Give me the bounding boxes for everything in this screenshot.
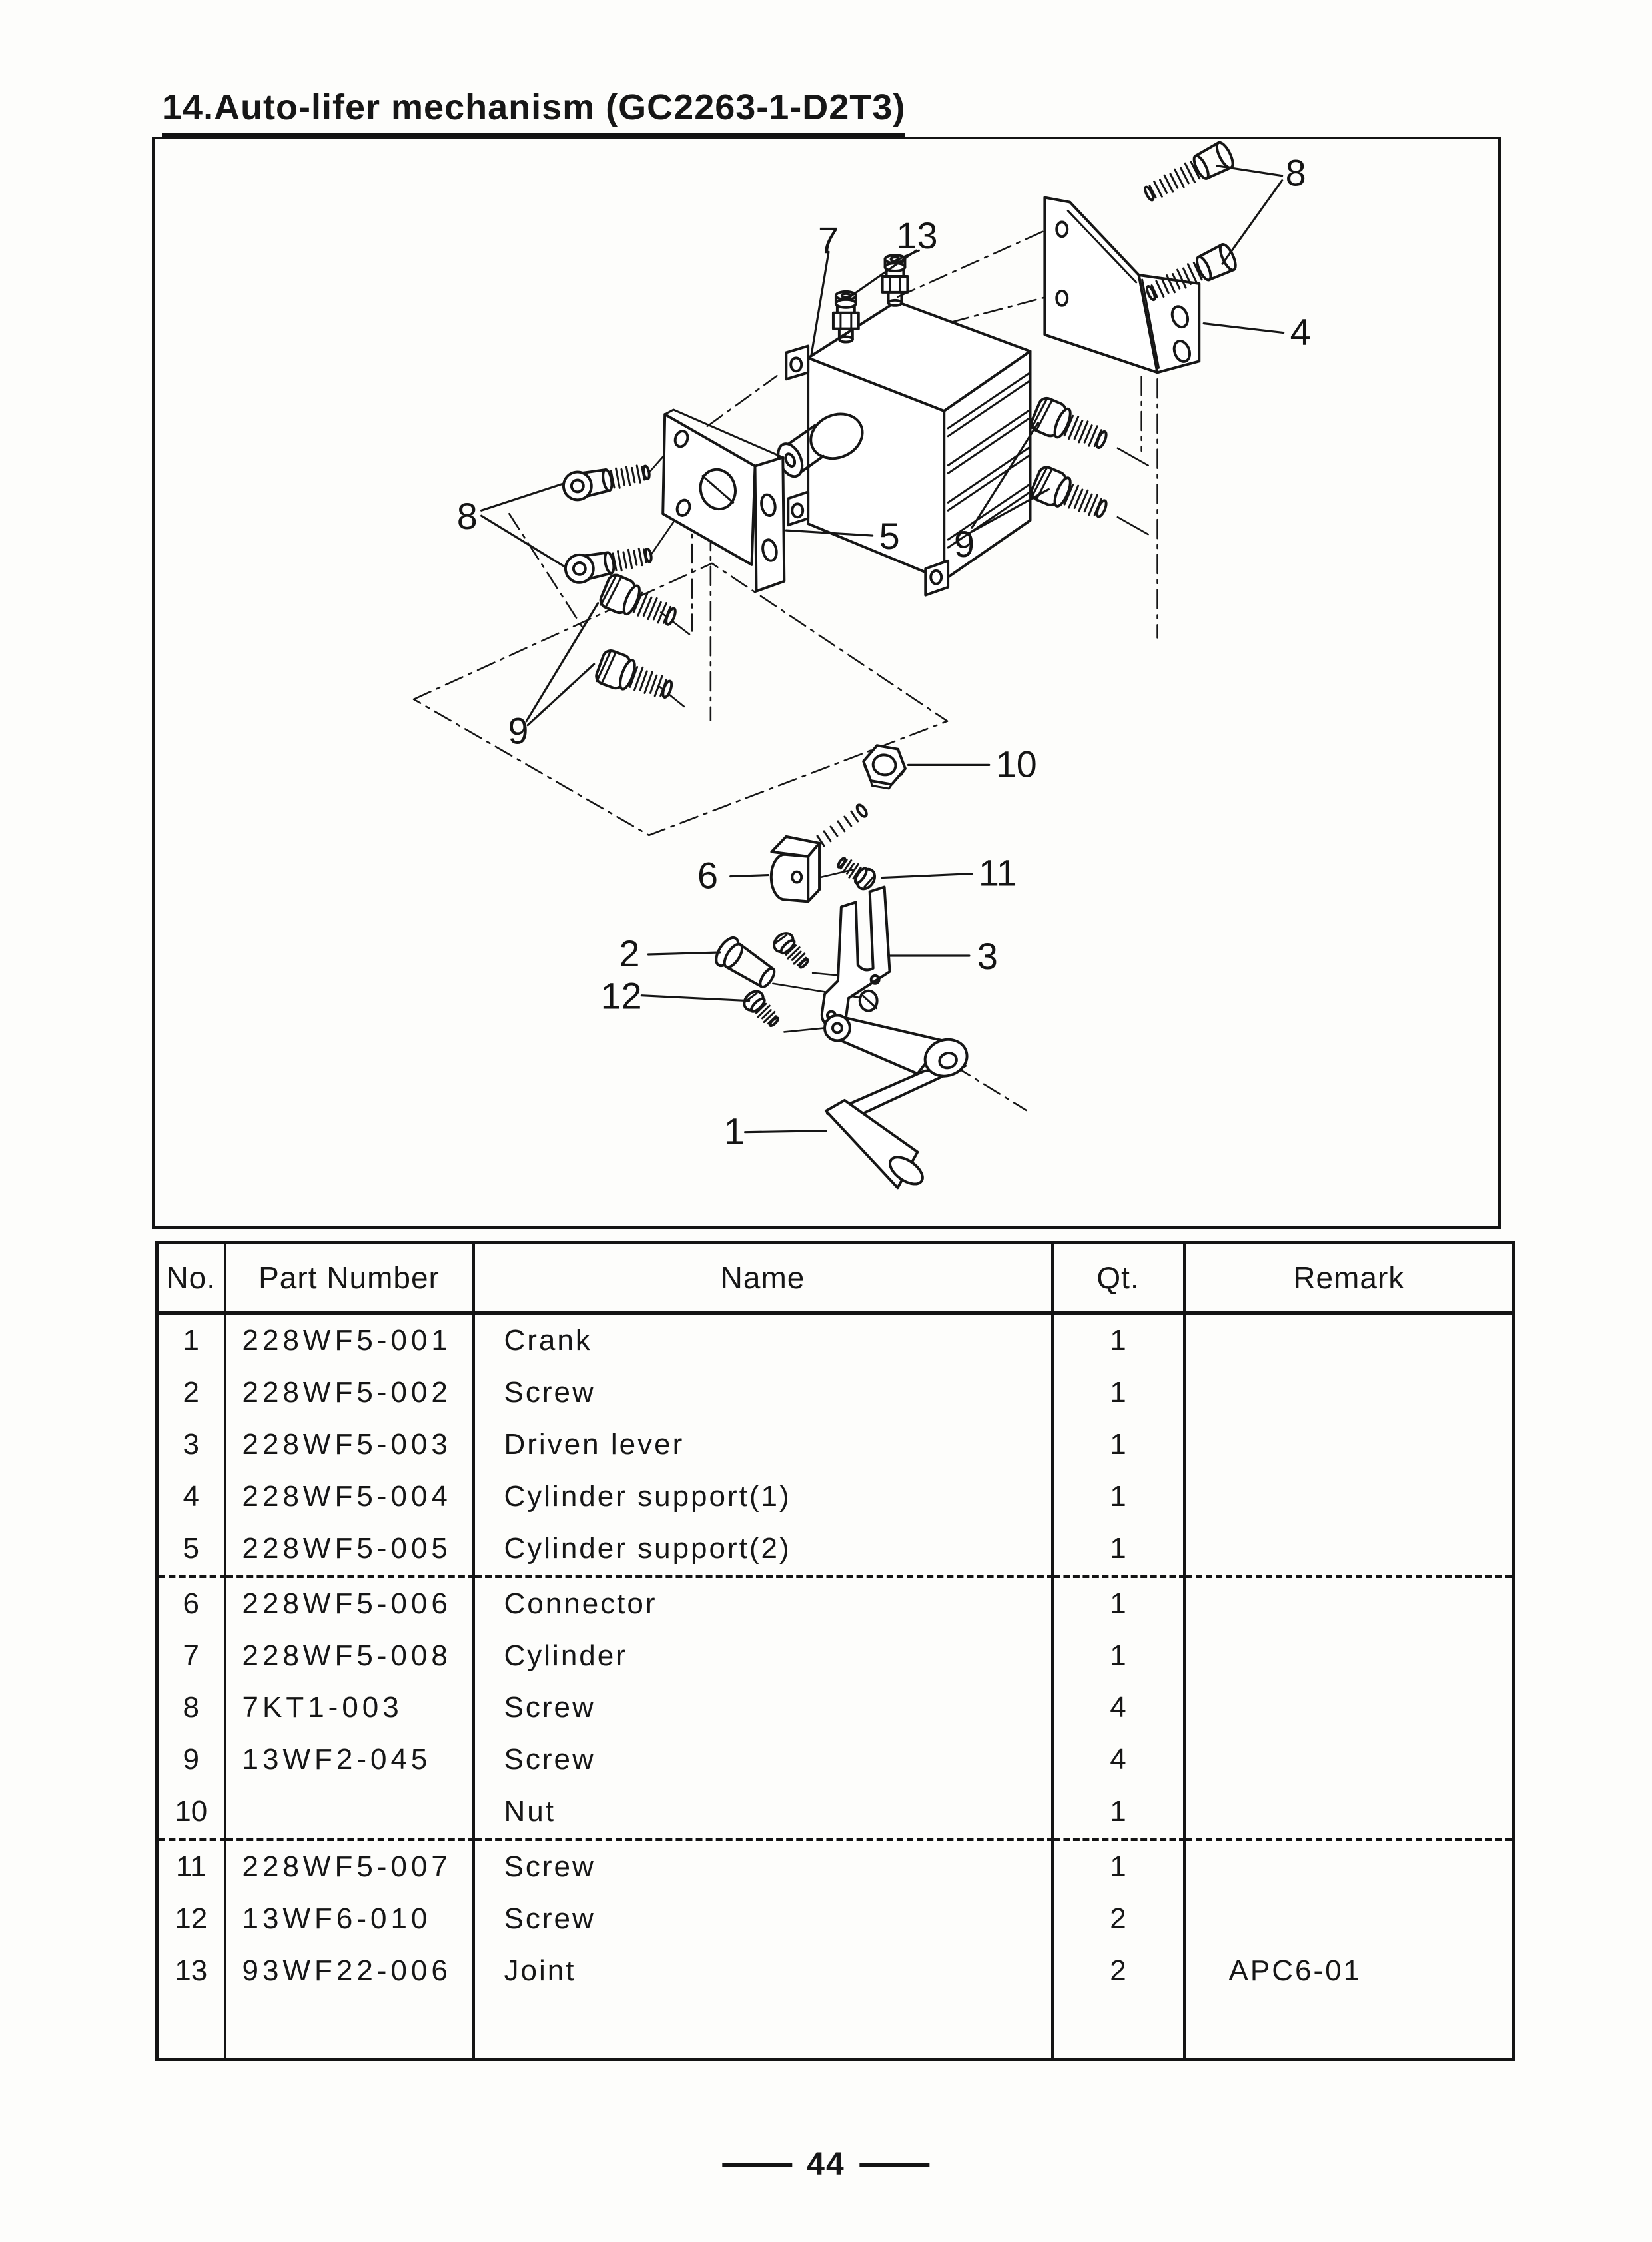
page-number-dash-left	[722, 2163, 792, 2167]
table-filler-row	[157, 1997, 1514, 2060]
table-row: 3 228WF5-003 Driven lever 1	[157, 1419, 1514, 1471]
part-label-1: 1	[723, 1110, 745, 1152]
part-label-13: 13	[896, 215, 938, 257]
part-cylinder-support-1	[1044, 198, 1199, 373]
part-screw-8-left	[561, 458, 653, 585]
part-crank	[825, 1016, 972, 1190]
part-label-8b: 8	[456, 496, 478, 538]
table-row: 12 13WF6-010 Screw 2	[157, 1893, 1514, 1945]
parts-table	[155, 1241, 1515, 2061]
table-row: 1 228WF5-001 Crank 1	[157, 1313, 1514, 1367]
col-header-remark: Remark	[1184, 1243, 1514, 1313]
part-driven-lever	[822, 887, 890, 1026]
table-row: 13 93WF22-006 Joint 2 APC6-01	[157, 1945, 1514, 1997]
col-header-no: No.	[157, 1243, 225, 1313]
part-cylinder	[773, 255, 1030, 595]
part-label-10: 10	[995, 743, 1037, 785]
table-row: 9 13WF2-045 Screw 4	[157, 1734, 1514, 1786]
table-row: 2 228WF5-002 Screw 1	[157, 1367, 1514, 1419]
part-cylinder-support-2	[663, 410, 784, 591]
part-label-12: 12	[600, 975, 642, 1017]
diagram-panel	[152, 137, 1501, 1229]
part-label-7: 7	[818, 220, 839, 262]
part-label-8a: 8	[1285, 152, 1306, 194]
col-header-name: Name	[474, 1243, 1052, 1313]
part-nut	[859, 743, 908, 791]
part-label-9a: 9	[954, 523, 975, 565]
exploded-parts-diagram	[155, 139, 1498, 1226]
col-header-qty: Qt.	[1052, 1243, 1184, 1313]
table-row: 11 228WF5-007 Screw 1	[157, 1840, 1514, 1894]
table-header-row	[157, 1243, 1514, 1313]
part-label-6: 6	[697, 855, 718, 897]
part-screw-2	[712, 934, 780, 993]
part-label-4: 4	[1290, 311, 1311, 353]
table-row: 5 228WF5-005 Cylinder support(2) 1	[157, 1523, 1514, 1577]
col-header-part-number: Part Number	[225, 1243, 474, 1313]
table-row: 6 228WF5-006 Connector 1	[157, 1577, 1514, 1631]
part-label-5: 5	[879, 515, 900, 557]
table-row: 4 228WF5-004 Cylinder support(1) 1	[157, 1471, 1514, 1523]
part-label-9b: 9	[508, 710, 529, 752]
table-row: 8 7KT1-003 Screw 4	[157, 1682, 1514, 1734]
page-number-dash-right	[860, 2163, 930, 2167]
page-number	[722, 2146, 929, 2183]
page-number-value: 44	[807, 2147, 845, 2182]
part-connector	[771, 803, 869, 901]
table-row: 10 Nut 1	[157, 1786, 1514, 1840]
part-label-3: 3	[977, 935, 998, 977]
page-title: 14.Auto-lifer mechanism (GC2263-1-D2T3)	[162, 87, 905, 138]
part-label-11: 11	[978, 852, 1017, 894]
table-row: 7 228WF5-008 Cylinder 1	[157, 1630, 1514, 1682]
part-joint-13b	[883, 255, 908, 306]
part-label-2: 2	[619, 933, 640, 974]
